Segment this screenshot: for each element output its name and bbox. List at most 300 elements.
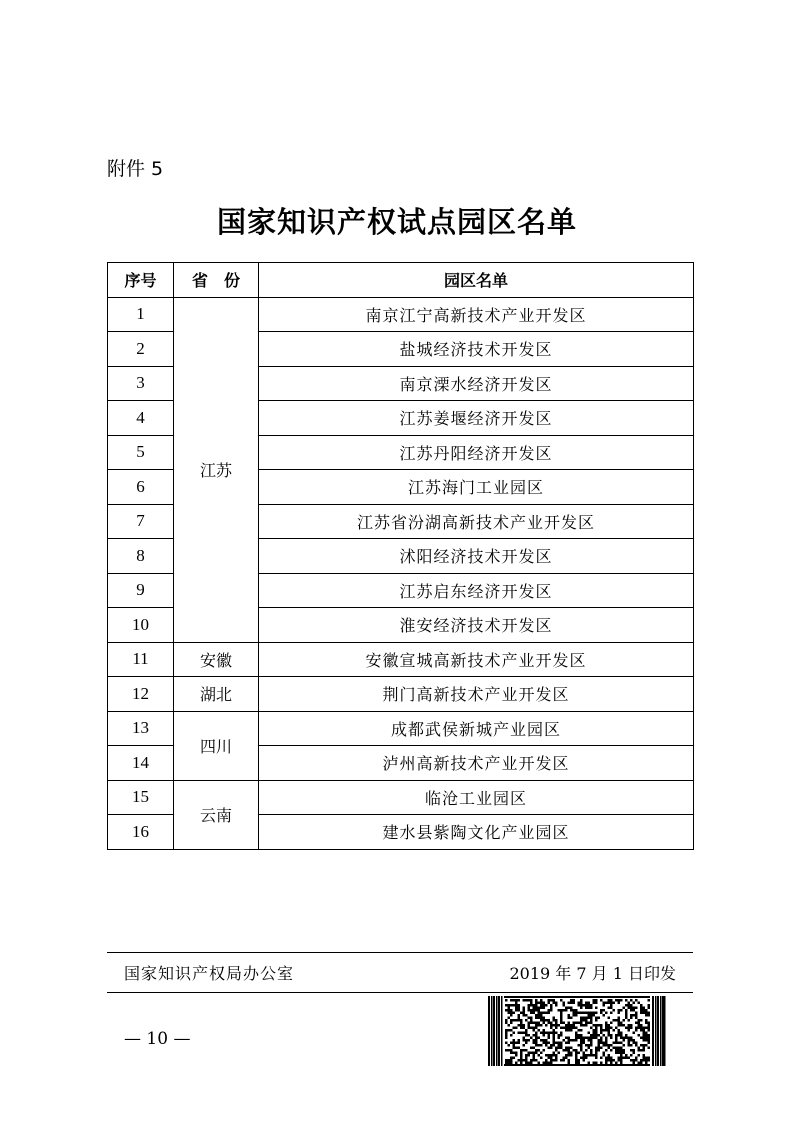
qr-module <box>615 1049 618 1052</box>
qr-module <box>520 1027 523 1030</box>
qr-module <box>573 1002 576 1005</box>
row-index: 5 <box>108 435 174 470</box>
qr-module <box>523 1009 526 1012</box>
qr-module <box>570 1017 573 1020</box>
qr-module <box>643 1009 646 1012</box>
qr-module <box>595 1062 598 1065</box>
qr-module <box>648 1004 651 1007</box>
qr-module <box>515 1002 518 1005</box>
qr-module <box>530 1019 533 1022</box>
qr-module <box>590 1004 593 1007</box>
qr-module <box>545 1059 548 1062</box>
qr-module <box>543 1002 546 1005</box>
qr-module <box>645 1034 648 1037</box>
qr-module <box>508 1004 511 1007</box>
qr-module <box>580 1022 583 1025</box>
qr-module <box>558 1044 561 1047</box>
qr-module <box>578 1029 581 1032</box>
qr-module <box>595 1052 598 1055</box>
qr-module <box>610 1044 613 1047</box>
qr-module <box>625 1012 628 1015</box>
qr-module <box>608 1024 611 1027</box>
qr-module <box>505 1019 508 1022</box>
qr-module <box>633 1007 636 1010</box>
qr-module <box>600 1037 603 1040</box>
qr-module <box>568 1054 571 1057</box>
qr-module <box>543 1007 546 1010</box>
qr-module <box>638 1049 641 1052</box>
qr-module <box>505 1032 508 1035</box>
qr-module <box>630 999 633 1002</box>
qr-module <box>590 1052 593 1055</box>
qr-module <box>520 1057 523 1060</box>
qr-module <box>515 999 518 1002</box>
qr-module <box>628 1029 631 1032</box>
qr-module <box>563 1049 566 1052</box>
qr-module <box>528 1004 531 1007</box>
qr-module <box>643 1044 646 1047</box>
qr-module <box>520 1019 523 1022</box>
qr-module <box>645 1019 648 1022</box>
qr-module <box>635 1029 638 1032</box>
qr-module <box>530 1037 533 1040</box>
qr-module <box>545 1024 548 1027</box>
qr-module <box>565 1024 568 1027</box>
qr-module <box>535 1032 538 1035</box>
qr-module <box>560 1044 563 1047</box>
qr-module <box>555 1054 558 1057</box>
qr-module <box>560 1059 563 1062</box>
qr-module <box>585 1022 588 1025</box>
qr-module <box>593 1054 596 1057</box>
qr-module <box>553 1044 556 1047</box>
qr-module <box>518 1042 521 1045</box>
qr-module <box>588 1032 591 1035</box>
qr-module <box>543 1022 546 1025</box>
qr-module <box>620 1052 623 1055</box>
qr-module <box>535 1059 538 1062</box>
qr-module <box>645 1037 648 1040</box>
qr-module <box>635 1059 638 1062</box>
qr-module <box>580 1044 583 1047</box>
qr-module <box>535 1049 538 1052</box>
qr-module <box>580 1029 583 1032</box>
document-title: 国家知识产权试点园区名单 <box>216 205 577 239</box>
qr-module <box>568 1059 571 1062</box>
qr-module <box>640 1059 643 1062</box>
qr-module <box>618 1019 621 1022</box>
qr-module <box>603 1004 606 1007</box>
qr-module <box>618 1052 621 1055</box>
qr-module <box>540 1002 543 1005</box>
qr-module <box>553 1032 556 1035</box>
qr-module <box>600 1057 603 1060</box>
qr-module <box>548 1034 551 1037</box>
qr-module <box>630 1044 633 1047</box>
qr-module <box>583 1057 586 1060</box>
table-row <box>108 677 694 712</box>
qr-module <box>550 1009 553 1012</box>
province-cell: 四川 <box>174 711 259 780</box>
qr-module <box>560 1027 563 1030</box>
qr-module <box>625 1027 628 1030</box>
qr-module <box>528 1034 531 1037</box>
qr-module <box>570 1027 573 1030</box>
park-name: 荆门高新技术产业开发区 <box>259 677 694 712</box>
qr-module <box>623 1057 626 1060</box>
qr-module <box>585 1012 588 1015</box>
issue-date: 2019 年 7 月 1 日印发 <box>509 964 676 983</box>
qr-module <box>580 1037 583 1040</box>
qr-module <box>528 999 531 1002</box>
qr-module <box>585 1054 588 1057</box>
qr-module <box>555 1059 558 1062</box>
qr-module <box>600 1012 603 1015</box>
qr-module <box>588 1002 591 1005</box>
qr-module <box>610 1059 613 1062</box>
qr-module <box>535 1009 538 1012</box>
qr-module <box>583 1042 586 1045</box>
qr-module <box>540 1052 543 1055</box>
qr-module <box>588 1014 591 1017</box>
qr-module <box>595 1017 598 1020</box>
qr-module <box>570 1009 573 1012</box>
qr-module <box>568 1047 571 1050</box>
qr-module <box>570 999 573 1002</box>
qr-module <box>603 1044 606 1047</box>
qr-module <box>640 1049 643 1052</box>
qr-module <box>640 1019 643 1022</box>
qr-module <box>515 1027 518 1030</box>
qr-module <box>518 1014 521 1017</box>
qr-module <box>648 1007 651 1010</box>
qr-module <box>540 1024 543 1027</box>
qr-module <box>590 1042 593 1045</box>
qr-module <box>618 1042 621 1045</box>
qr-module <box>618 1024 621 1027</box>
qr-module <box>590 1039 593 1042</box>
qr-module <box>575 1057 578 1060</box>
qr-module <box>620 1022 623 1025</box>
qr-module <box>580 1007 583 1010</box>
qr-module <box>620 1024 623 1027</box>
qr-module <box>518 1009 521 1012</box>
qr-module <box>640 1024 643 1027</box>
qr-module <box>543 1019 546 1022</box>
footer-bottom-rule <box>107 992 693 993</box>
qr-module <box>643 1047 646 1050</box>
qr-module <box>565 1007 568 1010</box>
row-index: 3 <box>108 366 174 401</box>
qr-module <box>568 1052 571 1055</box>
qr-module <box>525 1042 528 1045</box>
qr-module <box>580 1042 583 1045</box>
qr-module <box>590 1027 593 1030</box>
qr-module <box>643 1029 646 1032</box>
qr-module <box>530 999 533 1002</box>
qr-module <box>573 1024 576 1027</box>
qr-module <box>563 1002 566 1005</box>
qr-module <box>615 1039 618 1042</box>
qr-module <box>505 1022 508 1025</box>
qr-module <box>613 1047 616 1050</box>
qr-module <box>515 1062 518 1065</box>
qr-module <box>573 1012 576 1015</box>
qr-module <box>660 996 662 1066</box>
qr-module <box>528 1052 531 1055</box>
qr-module <box>560 1017 563 1020</box>
qr-module <box>595 1047 598 1050</box>
qr-module <box>588 1044 591 1047</box>
qr-module <box>533 1054 536 1057</box>
qr-module <box>618 1017 621 1020</box>
qr-module <box>535 1052 538 1055</box>
qr-module <box>648 1014 651 1017</box>
qr-module <box>568 1027 571 1030</box>
qr-module <box>583 1017 586 1020</box>
qr-module <box>643 1027 646 1030</box>
qr-module <box>575 1032 578 1035</box>
qr-module <box>583 1052 586 1055</box>
qr-module <box>575 1049 578 1052</box>
qr-module <box>635 1044 638 1047</box>
qr-module <box>615 1052 618 1055</box>
qr-module <box>595 1007 598 1010</box>
qr-module <box>610 1034 613 1037</box>
qr-module <box>520 1049 523 1052</box>
qr-module <box>520 1022 523 1025</box>
qr-module <box>600 1009 603 1012</box>
qr-module <box>578 1002 581 1005</box>
qr-module <box>538 1014 541 1017</box>
qr-module <box>643 1054 646 1057</box>
qr-module <box>628 1039 631 1042</box>
qr-module <box>595 1049 598 1052</box>
qr-module <box>580 1039 583 1042</box>
qr-module <box>508 1044 511 1047</box>
qr-module <box>628 1044 631 1047</box>
qr-module <box>635 1027 638 1030</box>
qr-module <box>530 1059 533 1062</box>
qr-module <box>630 1039 633 1042</box>
qr-module <box>573 1022 576 1025</box>
qr-module <box>638 1054 641 1057</box>
qr-module <box>575 1062 578 1065</box>
qr-module <box>605 1037 608 1040</box>
qr-module <box>608 1059 611 1062</box>
qr-module <box>645 1032 648 1035</box>
qr-module <box>518 1017 521 1020</box>
park-name: 江苏海门工业园区 <box>259 470 694 505</box>
qr-module <box>590 1022 593 1025</box>
qr-module <box>595 1034 598 1037</box>
park-rows <box>108 297 694 849</box>
qr-module <box>555 1027 558 1030</box>
qr-module <box>510 1014 513 1017</box>
province-cell: 安徽 <box>174 642 259 677</box>
qr-module <box>598 1044 601 1047</box>
qr-module <box>540 1057 543 1060</box>
qr-module <box>510 1034 513 1037</box>
qr-module <box>573 1014 576 1017</box>
qr-module <box>508 1029 511 1032</box>
qr-module <box>548 999 551 1002</box>
qr-module <box>608 1044 611 1047</box>
qr-module <box>598 1034 601 1037</box>
qr-module <box>505 1004 508 1007</box>
qr-module <box>560 1009 563 1012</box>
qr-module <box>590 1012 593 1015</box>
qr-module <box>593 1062 596 1065</box>
qr-module <box>565 1027 568 1030</box>
qr-module <box>620 1042 623 1045</box>
qr-module <box>558 1047 561 1050</box>
qr-module <box>560 1047 563 1050</box>
qr-module <box>580 1002 583 1005</box>
qr-module <box>560 1032 563 1035</box>
qr-module <box>550 1027 553 1030</box>
qr-module <box>600 1039 603 1042</box>
row-index: 6 <box>108 470 174 505</box>
qr-module <box>590 1049 593 1052</box>
qr-module <box>573 1039 576 1042</box>
qr-module <box>610 1049 613 1052</box>
qr-module <box>603 1034 606 1037</box>
qr-module <box>558 1034 561 1037</box>
qr-module <box>555 1057 558 1060</box>
qr-module <box>603 1054 606 1057</box>
table-row <box>108 642 694 677</box>
qr-module <box>585 1024 588 1027</box>
park-name: 建水县紫陶文化产业园区 <box>259 815 694 850</box>
qr-module <box>493 996 495 1066</box>
qr-module <box>633 1039 636 1042</box>
qr-module <box>565 1037 568 1040</box>
qr-module <box>630 1007 633 1010</box>
qr-module <box>565 1029 568 1032</box>
qr-module <box>615 1019 618 1022</box>
row-index: 13 <box>108 711 174 746</box>
row-index: 7 <box>108 504 174 539</box>
qr-module <box>583 1024 586 1027</box>
qr-module <box>608 1002 611 1005</box>
qr-module <box>633 1014 636 1017</box>
qr-module <box>513 1032 516 1035</box>
qr-module <box>540 1007 543 1010</box>
park-name: 江苏姜堰经济开发区 <box>259 401 694 436</box>
qr-module <box>548 1032 551 1035</box>
qr-module <box>518 1004 521 1007</box>
qr-module <box>535 1002 538 1005</box>
park-name: 沭阳经济技术开发区 <box>259 539 694 574</box>
qr-module <box>620 1049 623 1052</box>
qr-module <box>575 1059 578 1062</box>
qr-module <box>513 1027 516 1030</box>
qr-module <box>595 999 598 1002</box>
qr-module <box>575 1009 578 1012</box>
qr-module <box>620 1057 623 1060</box>
qr-module <box>578 1044 581 1047</box>
qr-module <box>630 1014 633 1017</box>
qr-module <box>605 1039 608 1042</box>
qr-module <box>565 1054 568 1057</box>
qr-module <box>555 1004 558 1007</box>
qr-module <box>538 1017 541 1020</box>
qr-module <box>652 996 654 1066</box>
qr-module <box>623 1019 626 1022</box>
qr-module <box>535 1037 538 1040</box>
qr-module <box>510 1052 513 1055</box>
qr-module <box>555 1022 558 1025</box>
qr-module <box>568 1039 571 1042</box>
qr-module <box>588 1039 591 1042</box>
qr-module <box>580 1017 583 1020</box>
qr-module <box>510 1062 513 1065</box>
qr-module <box>563 1004 566 1007</box>
qr-module <box>560 1034 563 1037</box>
qr-module <box>545 1042 548 1045</box>
qr-module <box>505 1037 508 1040</box>
qr-module <box>635 999 638 1002</box>
qr-module <box>518 1019 521 1022</box>
qr-module <box>610 1037 613 1040</box>
qr-module <box>623 1052 626 1055</box>
qr-module <box>648 1059 651 1062</box>
qr-module <box>575 1022 578 1025</box>
qr-module <box>583 1039 586 1042</box>
qr-module <box>530 1047 533 1050</box>
qr-code-graphic <box>488 996 666 1066</box>
qr-module <box>648 1047 651 1050</box>
qr-module <box>533 1007 536 1010</box>
qr-module <box>575 1037 578 1040</box>
qr-module <box>568 1024 571 1027</box>
qr-module <box>550 1044 553 1047</box>
qr-module <box>550 1062 553 1065</box>
qr-module <box>550 1022 553 1025</box>
park-name: 临沧工业园区 <box>259 780 694 815</box>
qr-module <box>540 1032 543 1035</box>
qr-module <box>568 1014 571 1017</box>
qr-module <box>535 1022 538 1025</box>
qr-module <box>513 1019 516 1022</box>
qr-module <box>585 1004 588 1007</box>
qr-module <box>533 1039 536 1042</box>
qr-module <box>515 1052 518 1055</box>
qr-module <box>628 1024 631 1027</box>
qr-module <box>620 1032 623 1035</box>
qr-module <box>635 1022 638 1025</box>
qr-module <box>535 1027 538 1030</box>
qr-module <box>504 996 650 998</box>
qr-module <box>513 1039 516 1042</box>
qr-module <box>505 1034 508 1037</box>
qr-module <box>578 1034 581 1037</box>
qr-module <box>543 1012 546 1015</box>
qr-module <box>575 1034 578 1037</box>
qr-module <box>638 1047 641 1050</box>
qr-module <box>578 1004 581 1007</box>
qr-module <box>548 1042 551 1045</box>
qr-module <box>645 1039 648 1042</box>
qr-module <box>635 1057 638 1060</box>
qr-module <box>588 1012 591 1015</box>
qr-module <box>548 1047 551 1050</box>
qr-module <box>515 1009 518 1012</box>
qr-module <box>603 1042 606 1045</box>
qr-module <box>543 1039 546 1042</box>
qr-module <box>520 1032 523 1035</box>
